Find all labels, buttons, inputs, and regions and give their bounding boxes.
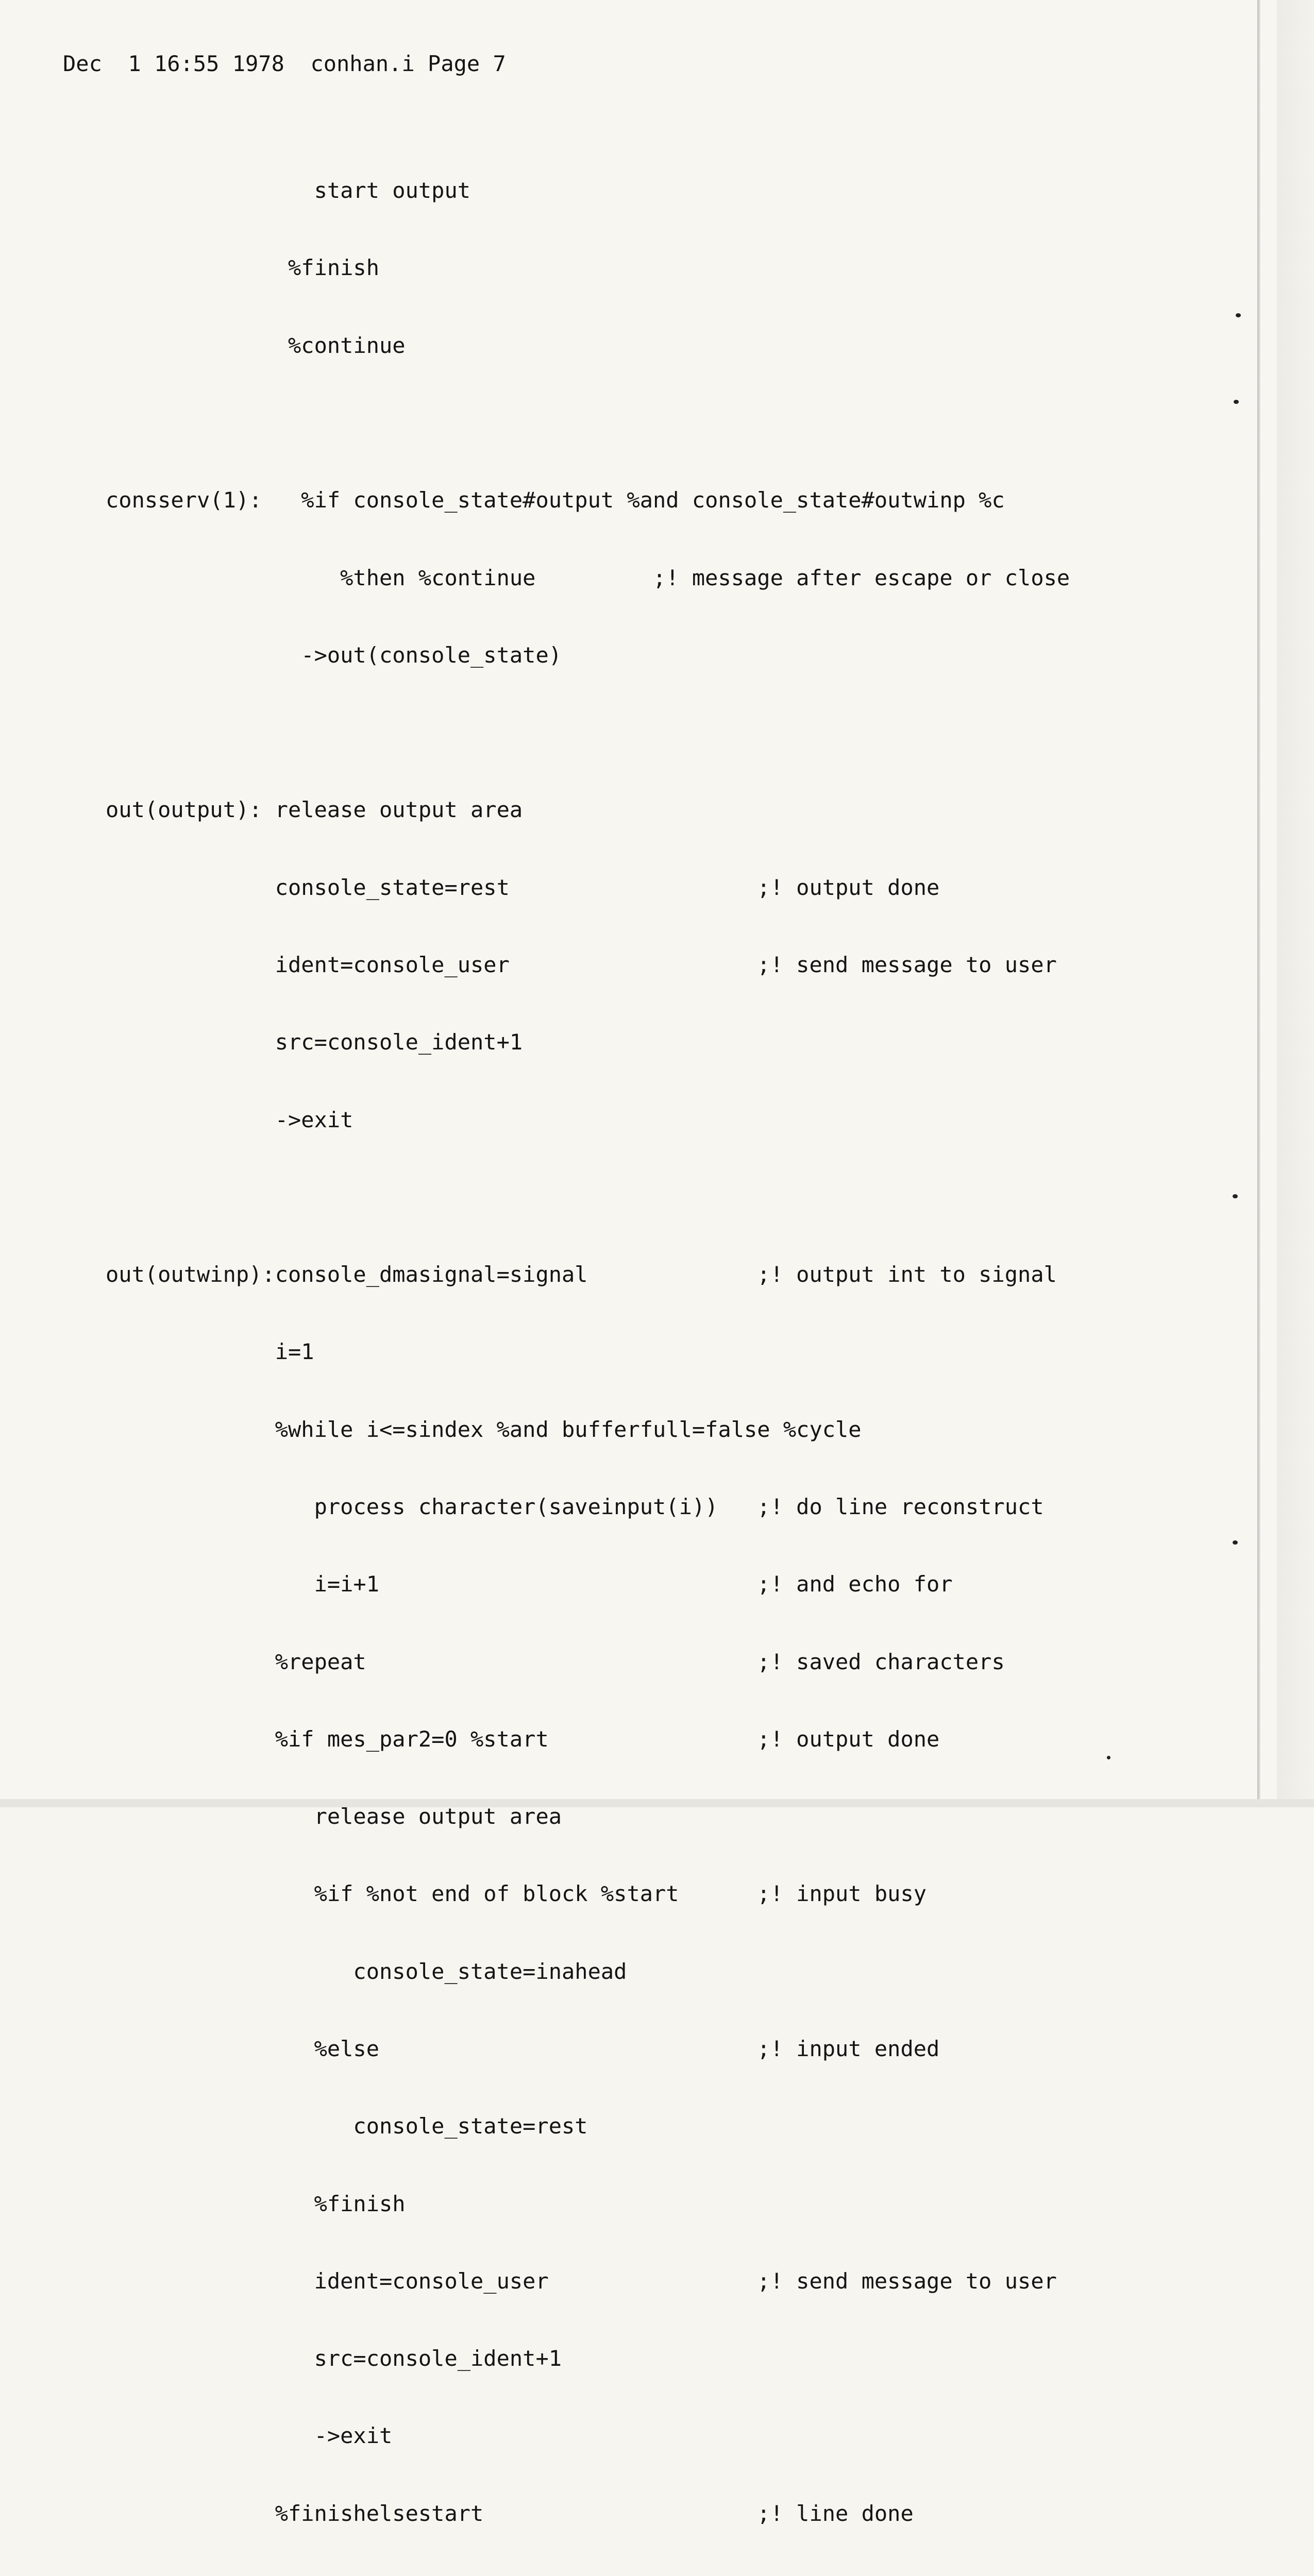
- page-edge-shadow: [1257, 0, 1260, 1807]
- code-line: src=console_ident+1: [106, 1029, 523, 1055]
- paper-speck: [1107, 1756, 1110, 1759]
- paper-speck: [1233, 1194, 1238, 1198]
- code-line: %finish: [106, 2191, 406, 2216]
- code-line: %then %continue ;! message after escape or close: [106, 565, 1070, 590]
- code-line: ->out(console_state): [106, 642, 562, 668]
- code-line: [106, 720, 1070, 745]
- code-line: %else ;! input ended: [106, 2036, 940, 2061]
- code-line: [106, 1184, 1070, 1210]
- code-line: ->exit: [106, 2423, 393, 2449]
- code-line: src=console_ident+1: [106, 2346, 562, 2371]
- code-line: process character(saveinput(i)) ;! do line reconstruct: [106, 1494, 1044, 1519]
- code-line: console_state=rest ;! output done: [106, 874, 940, 900]
- header-date: Dec 1 16:55 1978: [63, 51, 284, 76]
- code-line: i=1: [106, 1339, 314, 1365]
- code-line: [106, 410, 1070, 436]
- code-line: console_state=inahead: [106, 1958, 627, 1984]
- code-line: out(output): release output area: [106, 797, 523, 823]
- paper-speck: [1234, 400, 1239, 404]
- code-line: %repeat ;! saved characters: [106, 1649, 1005, 1674]
- code-listing: [106, 126, 1070, 2576]
- code-line: %while i<=sindex %and bufferfull=false %cycle: [106, 1416, 862, 1442]
- code-line: ident=console_user ;! send message to user: [106, 2268, 1057, 2294]
- paper-speck: [1233, 1540, 1238, 1545]
- page-margin-strip: [1277, 0, 1314, 1807]
- header-file: conhan.i: [310, 51, 415, 76]
- code-line: %finishelsestart ;! line done: [106, 2500, 914, 2526]
- code-line: %continue: [106, 332, 406, 358]
- code-line: console_state=rest: [106, 2113, 588, 2139]
- code-line: %if %not end of block %start ;! input busy: [106, 1881, 927, 1907]
- code-line: ->exit: [106, 1107, 353, 1132]
- code-line: start output: [106, 178, 471, 204]
- code-line: ident=console_user ;! send message to user: [106, 952, 1057, 977]
- code-line: %if mes_par2=0 %start ;! output done: [106, 1726, 940, 1752]
- code-line: i=i+1 ;! and echo for: [106, 1571, 953, 1597]
- code-line: release output area: [106, 1804, 562, 1829]
- print-header: [63, 49, 506, 78]
- code-line: %finish: [106, 255, 380, 281]
- code-line: out(outwinp):console_dmasignal=signal ;! output int to signal: [106, 1262, 1057, 1287]
- code-line: consserv(1): %if console_state#output %and console_state#outwinp %c: [106, 487, 1005, 513]
- header-page: Page 7: [428, 51, 506, 76]
- paper-speck: [1236, 313, 1241, 317]
